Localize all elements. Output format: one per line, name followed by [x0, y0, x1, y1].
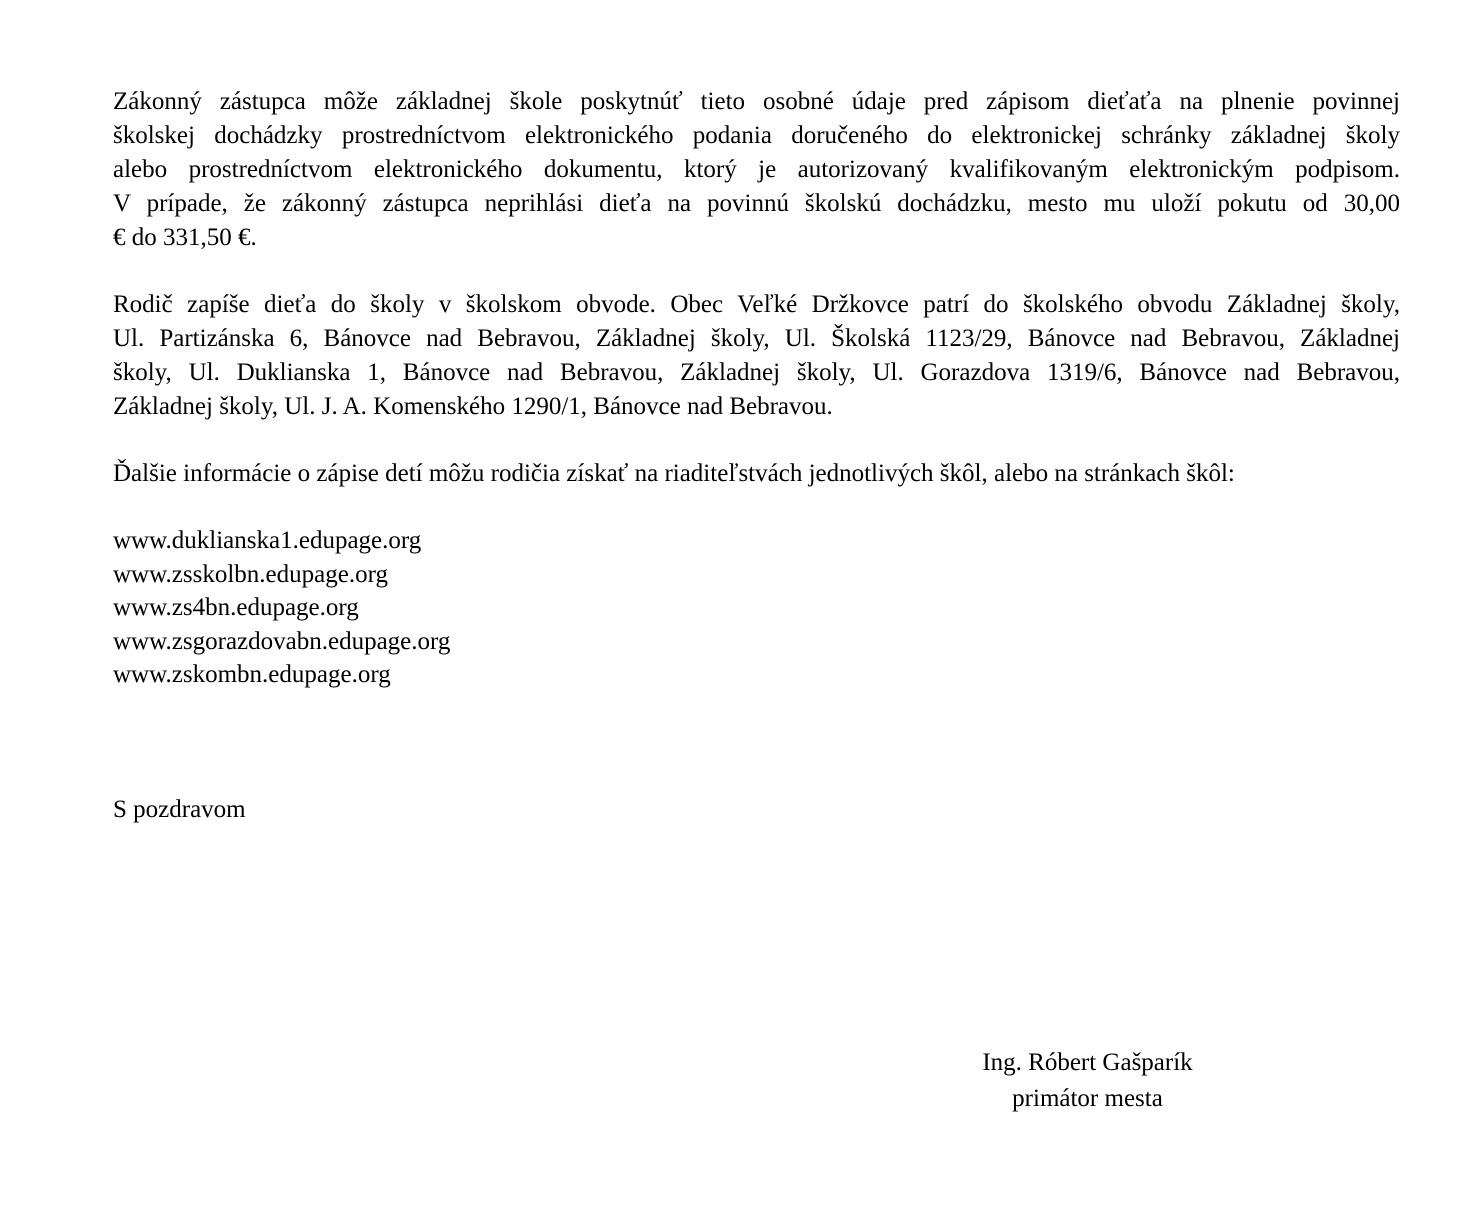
paragraph-line: V prípade, že zákonný zástupca neprihlási dieťa na povinnú školskú dochádzku, mesto mu uloží pokutu od 30,00 — [113, 190, 1400, 217]
paragraph-school-district — [113, 288, 1400, 424]
school-link[interactable]: www.zsskolbn.edupage.org — [113, 560, 388, 588]
school-link[interactable]: www.zsgorazdovabn.edupage.org — [113, 627, 451, 655]
paragraph-line: Rodič zapíše dieťa do školy v školskom obvode. Obec Veľké Držkovce patrí do školského obvodu Základnej školy, — [113, 291, 1400, 318]
paragraph-line: alebo prostredníctvom elektronického dokumentu, ktorý je autorizovaný kvalifikovaným elektronickým podpisom. — [113, 156, 1400, 183]
closing-greeting: S pozdravom — [113, 796, 246, 823]
paragraph-line: Zákonný zástupca môže základnej škole poskytnúť tieto osobné údaje pred zápisom dieťaťa na plnenie povinnej — [113, 88, 1400, 115]
paragraph-line: Základnej školy, Ul. J. A. Komenského 1290/1, Bánovce nad Bebravou. — [113, 393, 833, 420]
school-links-list — [113, 524, 1400, 692]
signatory-name: Ing. Róbert Gašparík — [982, 1049, 1193, 1076]
paragraph-more-info: Ďalšie informácie o zápise detí môžu rodičia získať na riaditeľstvách jednotlivých škôl, alebo na stránkach škôl: — [113, 460, 1235, 487]
signature-block — [960, 1046, 1215, 1118]
paragraph-line: € do 331,50 €. — [113, 224, 257, 251]
school-link[interactable]: www.zs4bn.edupage.org — [113, 594, 359, 621]
paragraph-line: školskej dochádzky prostredníctvom elektronického podania doručeného do elektronickej schránky základnej školy — [113, 122, 1400, 149]
document-body — [113, 85, 1400, 692]
paragraph-personal-data — [113, 85, 1400, 255]
paragraph-line: Ul. Partizánska 6, Bánovce nad Bebravou, Základnej školy, Ul. Školská 1123/29, Bánovce nad Bebravou, Základnej — [113, 325, 1400, 352]
paragraph-line: školy, Ul. Duklianska 1, Bánovce nad Bebravou, Základnej školy, Ul. Gorazdova 1319/6, Bánovce nad Bebravou, — [113, 359, 1400, 386]
signatory-title: primátor mesta — [1012, 1085, 1163, 1112]
school-link[interactable]: www.duklianska1.edupage.org — [113, 527, 422, 554]
school-link[interactable]: www.zskombn.edupage.org — [113, 661, 391, 688]
